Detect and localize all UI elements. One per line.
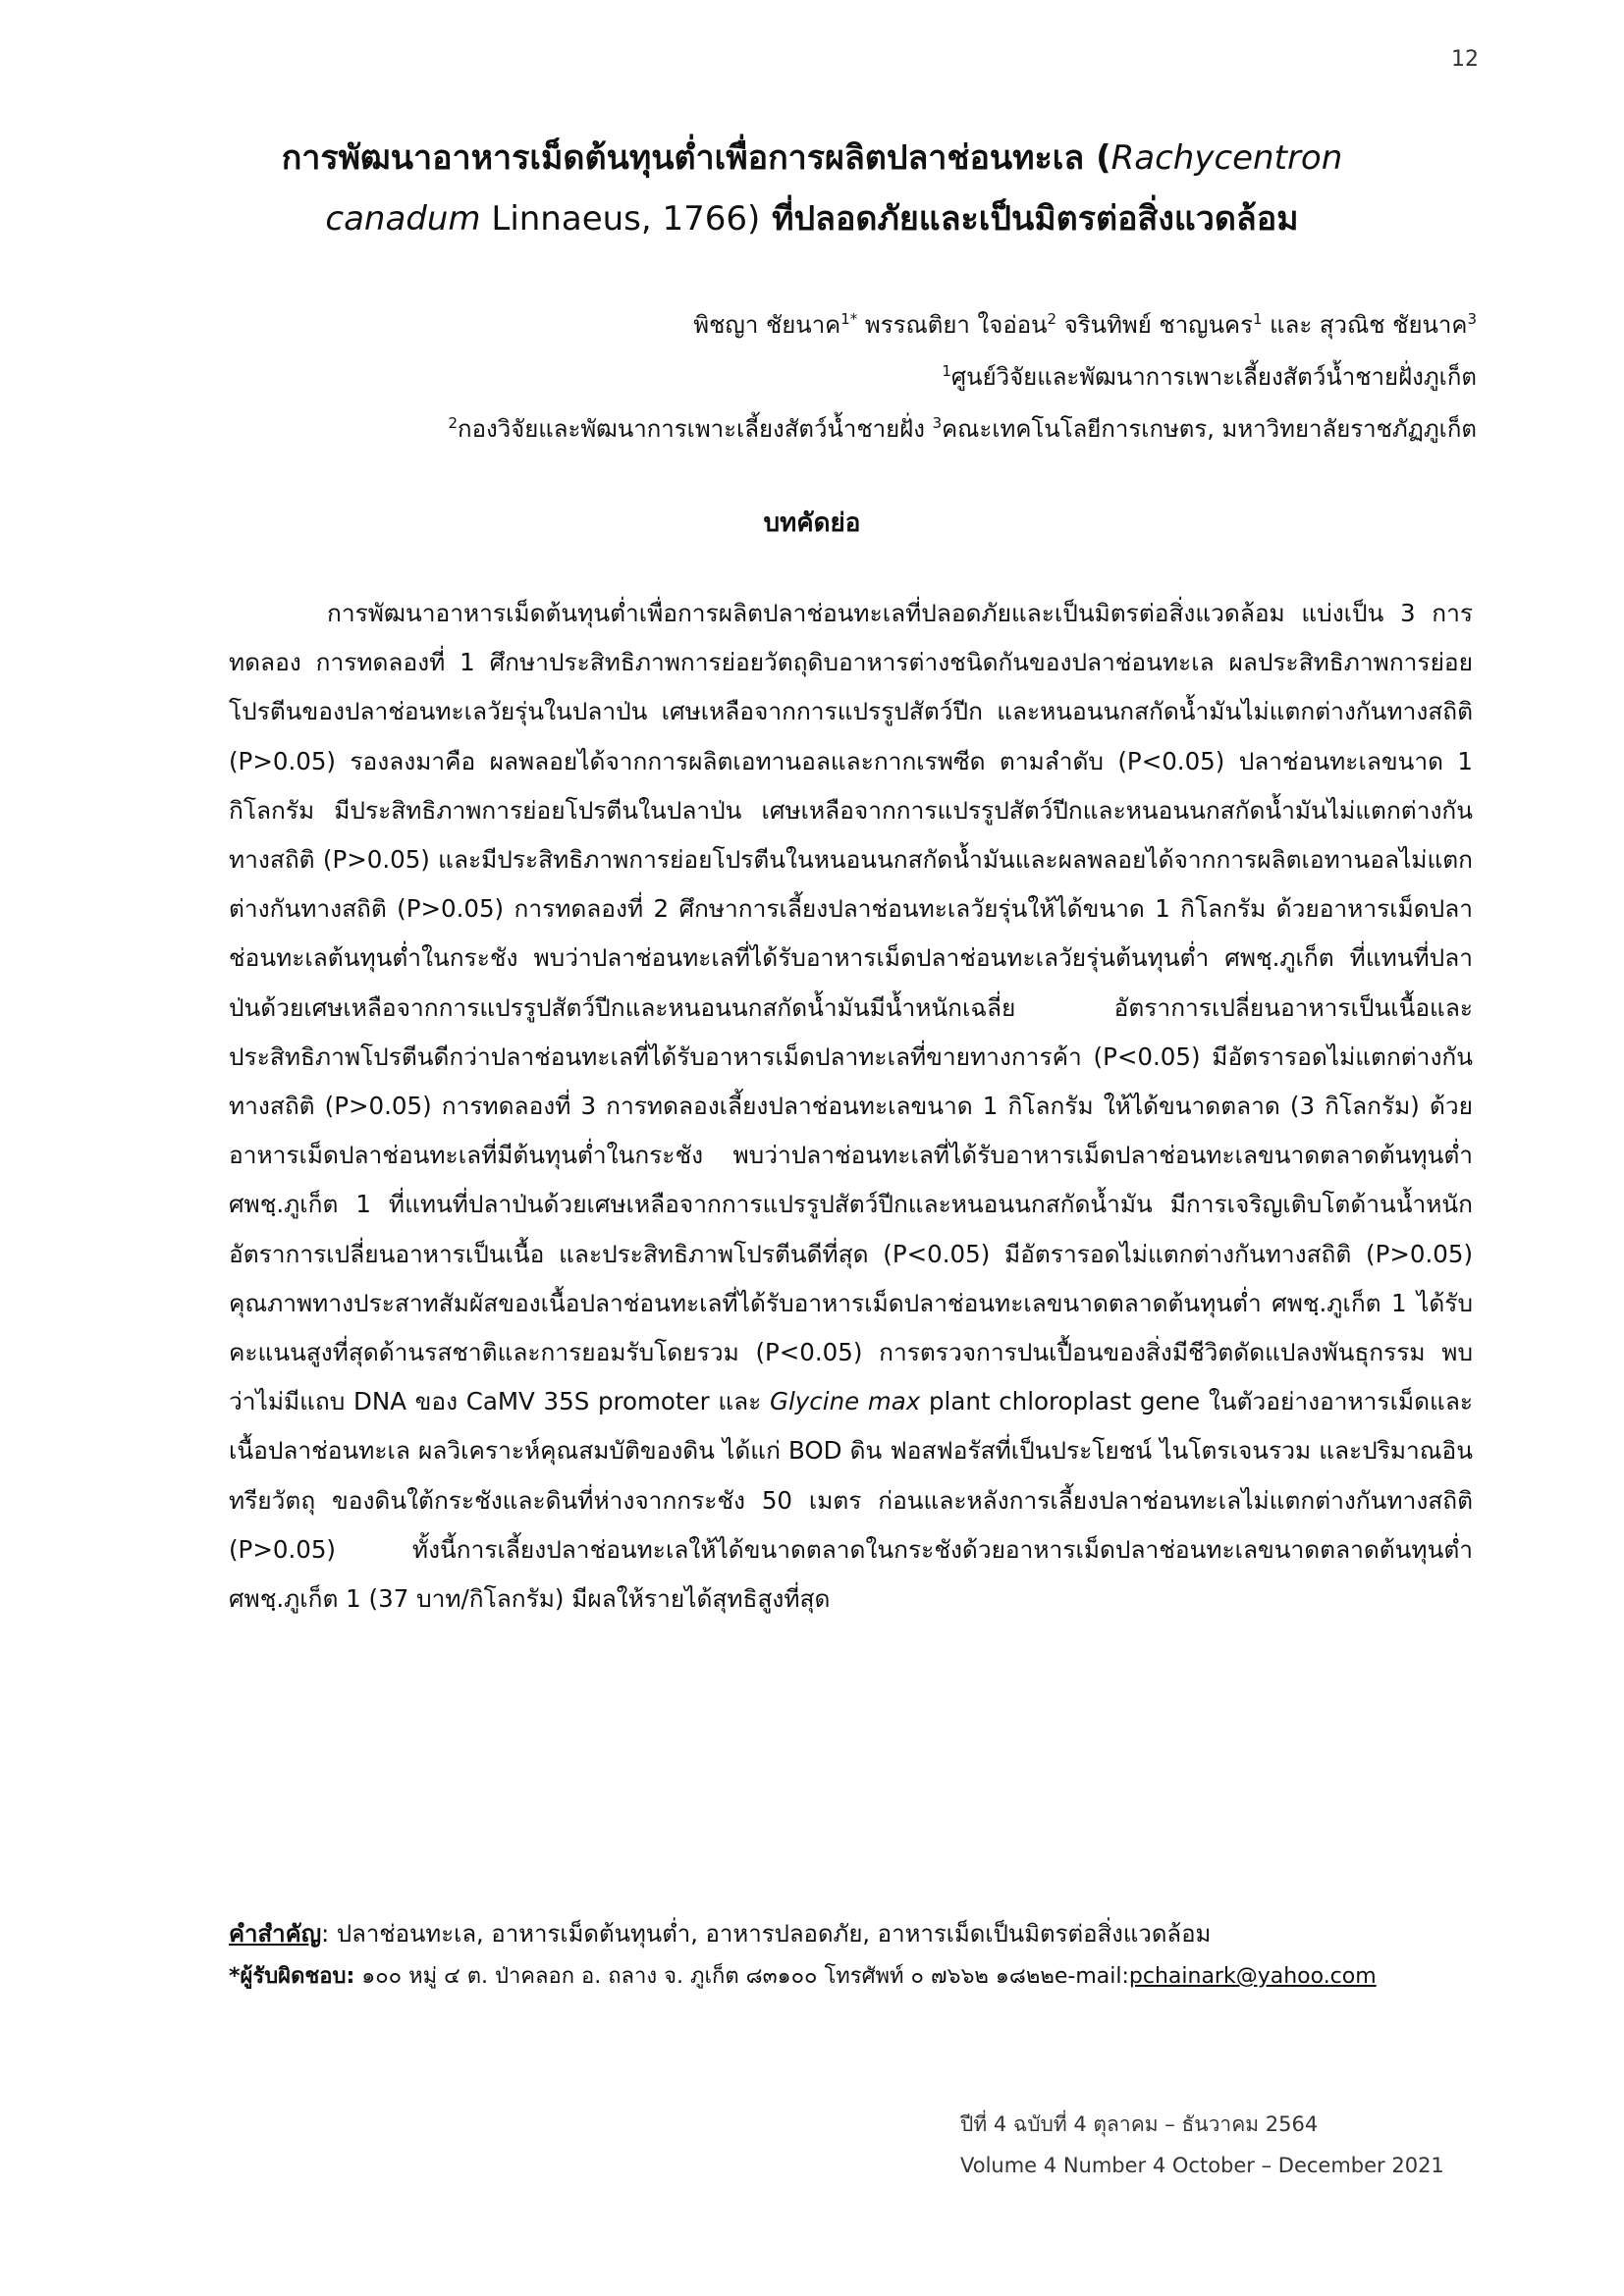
keywords-label: คำสำคัญ xyxy=(229,1920,322,1948)
author-4-sup: 3 xyxy=(1467,310,1477,328)
email-link[interactable]: pchainark@yahoo.com xyxy=(1128,1964,1377,1989)
correspondence-label: *ผู้รับผิดชอบ: xyxy=(229,1964,355,1989)
affil-3-sup: 3 xyxy=(932,414,943,432)
footer-english: Volume 4 Number 4 October – December 2021 xyxy=(960,2154,1444,2177)
affiliation-1: ศูนย์วิจัยและพัฒนาการเพาะเลี้ยงสัตว์น้ำชายฝั่งภูเก็ต xyxy=(950,363,1477,391)
affiliation-line-2 xyxy=(181,400,1477,453)
affil-1-sup: 1 xyxy=(942,362,951,380)
affil-2-sup: 2 xyxy=(448,414,459,432)
author-3-sup: 1 xyxy=(1252,310,1263,328)
abstract-text-1: การพัฒนาอาหารเม็ดต้นทุนต่ำเพื่อการผลิตปลาช่อนทะเลที่ปลอดภัยและเป็นมิตรต่อสิ่งแวดล้อม แบ่งเป็น 3 การทดลอง การทดลองที่ 1 ศึกษาประสิทธิภาพการย่อยวัตถุดิบอาหารต่างชนิดกันของปลาช่อนทะเล ผลประสิทธิภาพการย่อยโปรตีนของปลาช่อนทะเลวัยรุ่นในปลาป่น เศษเหลือจากการแปรรูปสัตว์ปีก และหนอนนกสกัดน้ำมันไม่แตกต่างกันทางสถิติ (P>0.05) รองลงมาคือ ผลพลอยได้จากการผลิตเอทานอลและกากเรพซีด ตามลำดับ (P<0.05) ปลาช่อนทะเลขนาด 1 กิโลกรัม มีประสิทธิภาพการย่อยโปรตีนในปลาป่น เศษเหลือจากการแปรรูปสัตว์ปีกและหนอนนกสกัดน้ำมันไม่แตกต่างกันทางสถิติ (P>0.05) และมีประสิทธิภาพการย่อยโปรตีนในหนอนนกสกัดน้ำมันและผลพลอยได้จากการผลิตเอทานอลไม่แตกต่างกันทางสถิติ (P>0.05) การทดลองที่ 2 ศึกษาการเลี้ยงปลาช่อนทะเลวัยรุ่นให้ได้ขนาด 1 กิโลกรัม ด้วยอาหารเม็ดปลาช่อนทะเลต้นทุนต่ำในกระชัง พบว่าปลาช่อนทะเลที่ได้รับอาหารเม็ดปลาช่อนทะเลวัยรุ่นต้นทุนต่ำ ศพชฺ.ภูเก็ต ที่แทนที่ปลาป่นด้วยเศษเหลือจากการแปรรูปสัตว์ปีกและหนอนนกสกัดน้ำมันมีน้ำหนักเฉลี่ย อัตราการเปลี่ยนอาหารเป็นเนื้อและประสิทธิภาพโปรตีนดีกว่าปลาช่อนทะเลที่ได้รับอาหารเม็ดปลาทะเลที่ขายทางการค้า (P<0.05) มีอัตรารอดไม่แตกต่างกันทางสถิติ (P>0.05) การทดลองที่ 3 การทดลองเลี้ยงปลาช่อนทะเลขนาด 1 กิโลกรัม ให้ได้ขนาดตลาด (3 กิโลกรัม) ด้วยอาหารเม็ดปลาช่อนทะเลที่มีต้นทุนต่ำในกระชัง พบว่าปลาช่อนทะเลที่ได้รับอาหารเม็ดปลาช่อนทะเลขนาดตลาดต้นทุนต่ำ ศพชฺ.ภูเก็ต 1 ที่แทนที่ปลาป่นด้วยเศษเหลือจากการแปรรูปสัตว์ปีกและหนอนนกสกัดน้ำมัน มีการเจริญเติบโตด้านน้ำหนัก อัตราการเปลี่ยนอาหารเป็นเนื้อ และประสิทธิภาพโปรตีนดีที่สุด (P<0.05) มีอัตรารอดไม่แตกต่างกันทางสถิติ (P>0.05) คุณภาพทางประสาทสัมผัสของเนื้อปลาช่อนทะเลที่ได้รับอาหารเม็ดปลาช่อนทะเลขนาดตลาดต้นทุนต่ำ ศพชฺ.ภูเก็ต 1 ได้รับคะแนนสูงที่สุดด้านรสชาติและการยอมรับโดยรวม (P<0.05) การตรวจการปนเปื้อนของสิ่งมีชีวิตดัดแปลงพันธุกรรม พบว่าไม่มีแถบ DNA ของ CaMV 35S promoter และ xyxy=(229,599,1473,1416)
keywords-text: : ปลาช่อนทะเล, อาหารเม็ดต้นทุนต่ำ, อาหารปลอดภัย, อาหารเม็ดเป็นมิตรต่อสิ่งแวดล้อม xyxy=(321,1920,1212,1948)
page-number: 12 xyxy=(1451,47,1479,72)
author-1-sup: 1* xyxy=(840,310,858,328)
journal-footer xyxy=(960,2104,1444,2186)
paper-title xyxy=(236,128,1388,249)
title-authority: Linnaeus, 1766) xyxy=(480,199,761,239)
affiliation-3: คณะเทคโนโลยีการเกษตร, มหาวิทยาลัยราชภัฏภูเก็ต xyxy=(942,415,1477,443)
author-1: พิชญา ชัยนาค xyxy=(693,311,841,339)
author-block xyxy=(181,296,1477,453)
title-species: canadum xyxy=(325,199,481,239)
affiliation-line-1 xyxy=(181,348,1477,400)
affiliation-2: กองวิจัยและพัฒนาการเพาะเลี้ยงสัตว์น้ำชายฝั่ง xyxy=(458,415,933,443)
footer-thai: ปีที่ 4 ฉบับที่ 4 ตุลาคม – ธันวาคม 2564 xyxy=(960,2112,1319,2136)
author-2: พรรณติยา ใจอ่อน xyxy=(857,311,1048,339)
title-part2: ที่ปลอดภัยและเป็นมิตรต่อสิ่งแวดล้อม xyxy=(760,199,1299,239)
abstract-body xyxy=(229,589,1473,1624)
title-part1: การพัฒนาอาหารเม็ดต้นทุนต่ำเพื่อการผลิตปลาช่อนทะเล ( xyxy=(281,138,1111,178)
title-genus: Rachycentron xyxy=(1110,138,1343,178)
author-line xyxy=(181,296,1477,348)
author-2-sup: 2 xyxy=(1047,310,1057,328)
abstract-heading: บทคัดย่อ xyxy=(763,508,861,538)
author-3: จรินทิพย์ ชาญนคร xyxy=(1056,311,1253,339)
keywords xyxy=(229,1914,1473,1953)
correspondence xyxy=(229,1959,1505,1995)
correspondence-text: ๑๐๐ หมู่ ๔ ต. ป่าคลอก อ. ถลาง จ. ภูเก็ต ๘๓๑๐๐ โทรศัพท์ ๐ ๗๖๖๒ ๑๘๒๒e-mail: xyxy=(354,1964,1129,1989)
abstract-text-2: plant chloroplast gene ในตัวอย่างอาหารเม็ดและเนื้อปลาช่อนทะเล ผลวิเคราะห์คุณสมบัติของดิน ได้แก่ BOD ดิน ฟอสฟอรัสที่เป็นประโยชน์ ไนโตรเจนรวม และปริมาณอินทรียวัตถุ ของดินใต้กระชังและดินที่ห่างจากกระชัง 50 เมตร ก่อนและหลังการเลี้ยงปลาช่อนทะเลไม่แตกต่างกันทางสถิติ (P>0.05) ทั้งนี้การเลี้ยงปลาช่อนทะเลให้ได้ขนาดตลาดในกระชังด้วยอาหารเม็ดปลาช่อนทะเลขนาดตลาดต้นทุนต่ำ ศพชฺ.ภูเก็ต 1 (37 บาท/กิโลกรัม) มีผลให้รายได้สุทธิสูงที่สุด xyxy=(229,1387,1473,1614)
abstract-italic-term: Glycine max xyxy=(770,1387,921,1416)
author-4: และ สุวณิช ชัยนาค xyxy=(1262,311,1468,339)
